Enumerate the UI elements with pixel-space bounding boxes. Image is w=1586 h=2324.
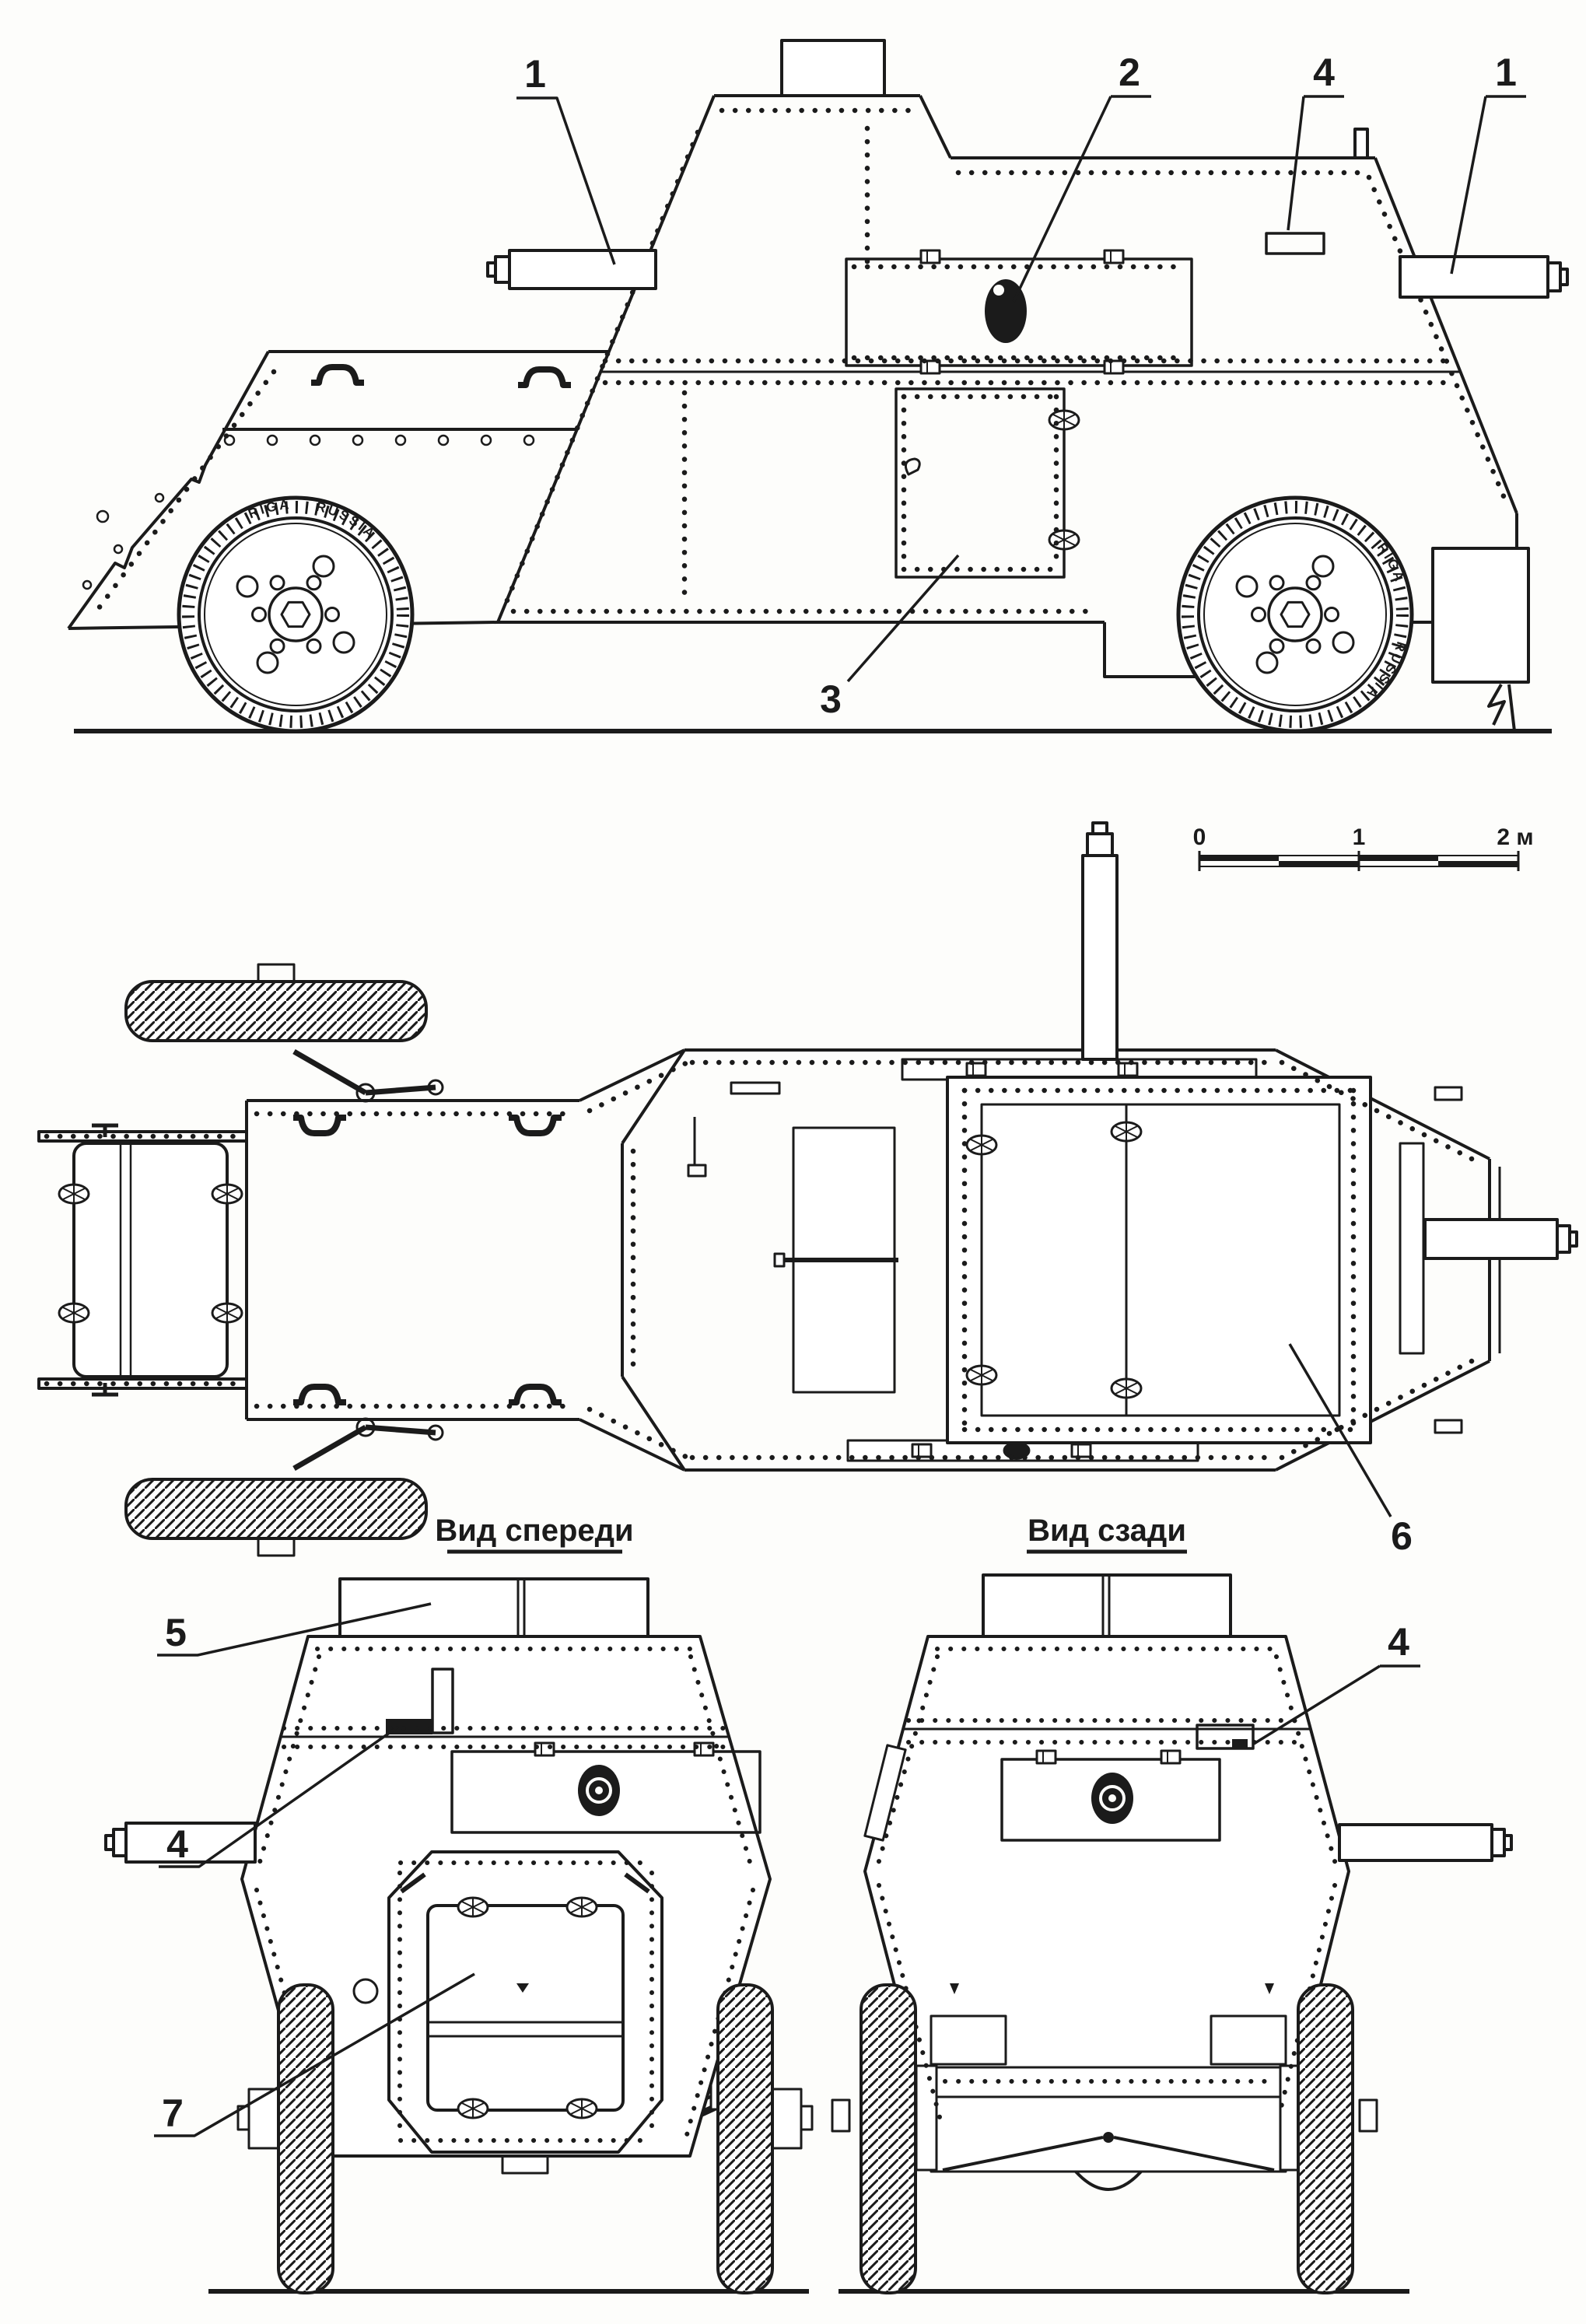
callout-2: 2 (1119, 51, 1140, 94)
rear-mg-barrel (1339, 1825, 1511, 1860)
rear-left-wheel (861, 1985, 916, 2293)
roof-stub (1355, 129, 1367, 158)
callout-1-right: 1 (1495, 51, 1517, 94)
callout-6: 6 (1391, 1514, 1413, 1558)
side-mg-right-barrel (1400, 257, 1567, 297)
scale-tick-0: 0 (1192, 824, 1206, 850)
front-turret-box (340, 1579, 648, 1636)
callout-1-left: 1 (524, 52, 546, 96)
tire-brand-text: RIGA (246, 496, 292, 522)
front-radiator-door (354, 1852, 662, 2152)
headlight (354, 1979, 377, 2003)
rear-lower-box (1433, 548, 1528, 682)
callout-5: 5 (165, 1611, 187, 1654)
plan-roof-hatch (947, 1077, 1371, 1443)
side-cupola (782, 40, 884, 96)
callout-7: 7 (162, 2091, 184, 2135)
side-mg-left-barrel (488, 250, 656, 289)
front-right-wheel (718, 1985, 772, 2293)
callout-3: 3 (820, 677, 842, 721)
plan-front-door (74, 1143, 227, 1377)
tire-brand-text: RIGA (1374, 540, 1408, 586)
rear-view-title: Вид сзади (1028, 1514, 1186, 1548)
tire-origin-text: RUSSIA (1362, 639, 1409, 703)
tire-origin-text: RUSSIA (314, 499, 380, 543)
callout-4-front: 4 (166, 1822, 188, 1866)
front-view-title: Вид спереди (435, 1514, 634, 1548)
scale-tick-1: 1 (1352, 824, 1366, 850)
callout-4-rear: 4 (1388, 1620, 1409, 1664)
plan-side-mg (1083, 823, 1117, 1059)
callout-4-side: 4 (1313, 51, 1335, 94)
rear-right-wheel (1298, 1985, 1353, 2293)
rear-turret-box (983, 1575, 1231, 1636)
front-left-wheel (278, 1985, 333, 2293)
scale-tick-2m: 2 м (1497, 824, 1534, 850)
